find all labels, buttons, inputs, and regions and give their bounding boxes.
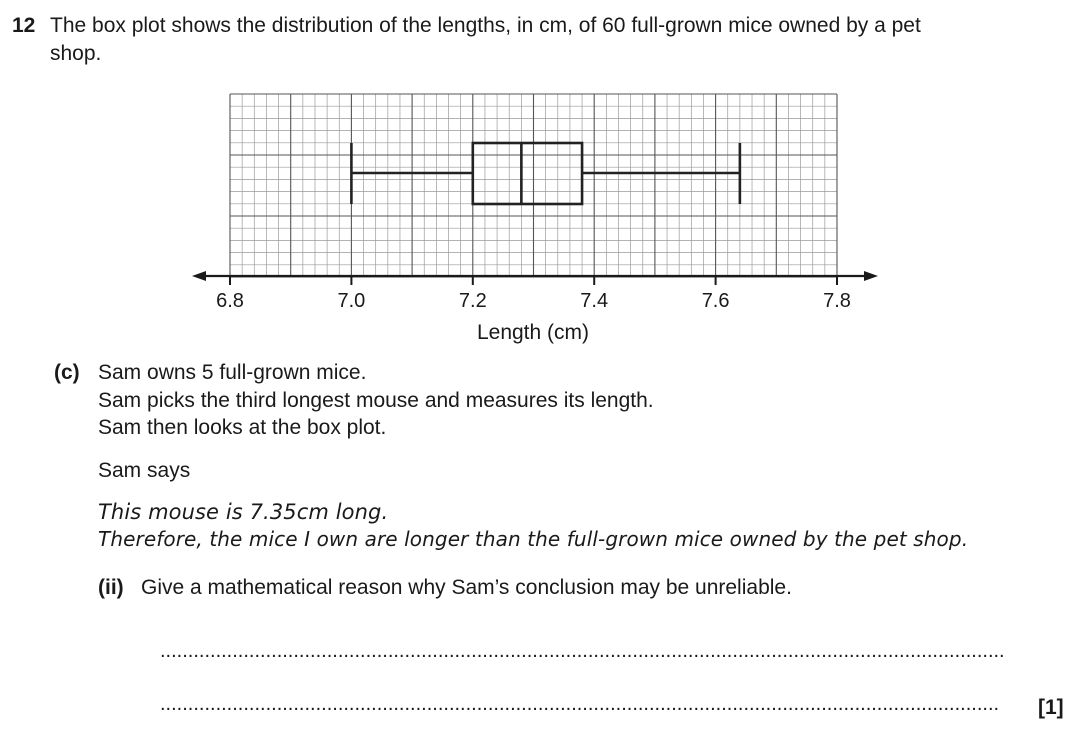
x-axis-label: Length (cm) — [476, 321, 590, 344]
part-c-label: (c) — [54, 361, 80, 384]
part-ii-prompt: Give a mathematical reason why Sam’s conclusion may be unreliable. — [141, 576, 792, 599]
part-c-line2: Sam picks the third longest mouse and measures its length. — [98, 389, 654, 412]
box-plot-chart — [0, 0, 1085, 360]
sam-quote-line1: This mouse is 7.35cm long. — [98, 500, 389, 524]
axis-arrow-left — [192, 271, 206, 281]
x-tick-label: 7.4 — [580, 290, 609, 312]
part-c-line1: Sam owns 5 full-grown mice. — [98, 361, 367, 384]
x-tick-label: 6.8 — [216, 290, 244, 312]
part-ii-label: (ii) — [98, 576, 124, 599]
x-tick-labels — [216, 290, 851, 312]
question-intro-line1: The box plot shows the distribution of the lengths, in cm, of 60 full-grown mice owned by a pet — [50, 14, 921, 37]
marks-label: [1] — [1038, 696, 1064, 719]
x-tick-label: 7.0 — [337, 290, 366, 312]
x-tick-label: 7.6 — [701, 290, 730, 312]
axis-arrow-right — [864, 271, 878, 281]
sam-says: Sam says — [98, 459, 191, 482]
answer-line-1[interactable]: ........................................................................................................................................................ — [160, 640, 1005, 662]
grid-major — [230, 94, 837, 277]
x-axis — [192, 271, 878, 285]
answer-line-2[interactable]: ....................................................................................................................................................... — [160, 693, 1000, 715]
x-tick-label: 7.2 — [458, 290, 487, 312]
question-number: 12 — [12, 14, 36, 37]
part-c-line3: Sam then looks at the box plot. — [98, 416, 387, 439]
question-intro-line2: shop. — [50, 42, 102, 65]
x-tick-label: 7.8 — [823, 290, 851, 312]
sam-quote-line2: Therefore, the mice I own are longer than the full-grown mice owned by the pet shop. — [98, 527, 969, 551]
iqr-box — [473, 143, 582, 204]
